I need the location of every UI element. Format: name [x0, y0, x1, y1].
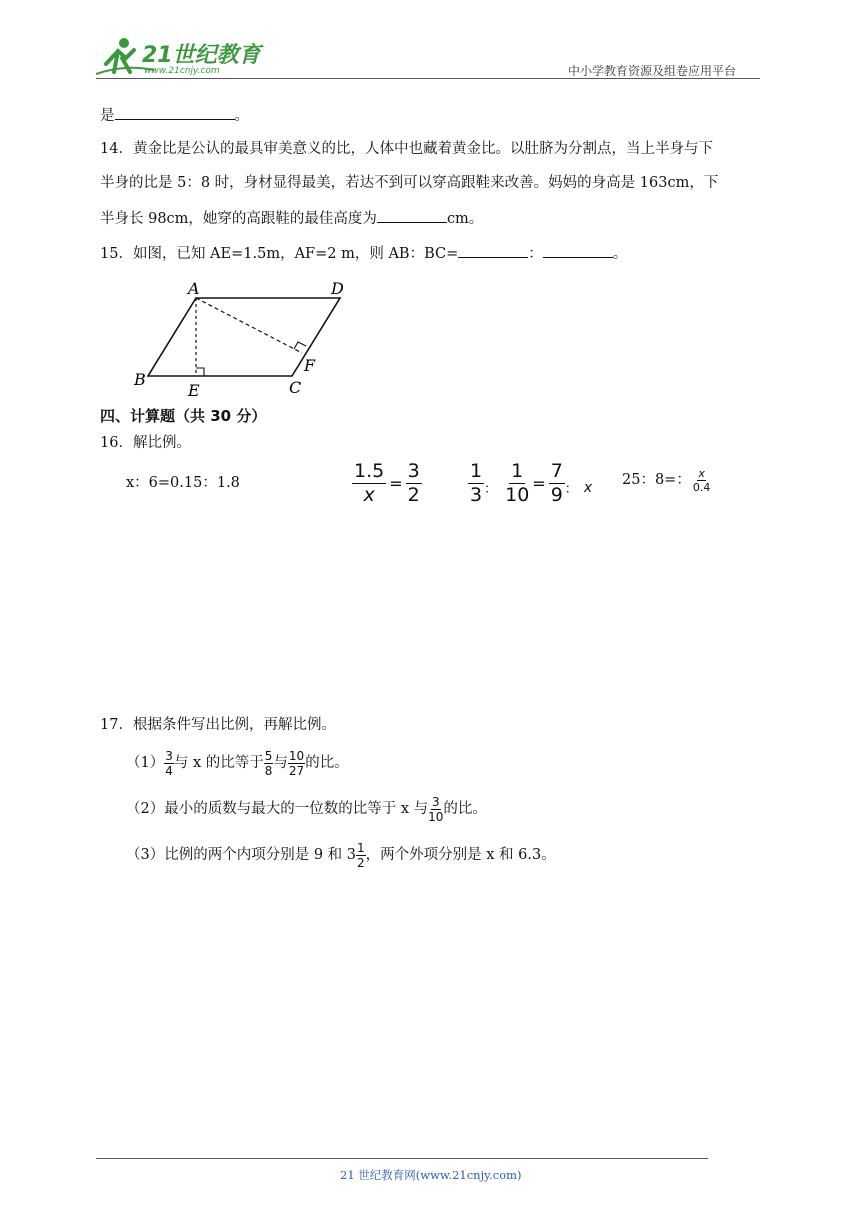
q16-eq1: x：6=0.15：1.8 — [126, 475, 240, 491]
q14-line3-prefix: 半身长 98cm，她穿的高跟鞋的最佳高度为 — [100, 211, 377, 227]
label-A: A — [188, 279, 200, 298]
numerator: 10 — [288, 749, 305, 763]
numerator: x — [698, 467, 705, 480]
part-text: 的比。 — [443, 801, 487, 818]
q13-suffix: 。 — [234, 108, 249, 124]
fraction — [356, 842, 366, 869]
q15-text — [100, 245, 627, 262]
numerator: 7 — [550, 460, 563, 482]
denominator: x — [363, 484, 375, 506]
label-B: B — [134, 370, 146, 389]
footer-rule — [96, 1158, 708, 1159]
logo — [94, 34, 264, 82]
q15-prefix: 15．如图，已知 AE=1.5m，AF=2 m，则 AB：BC= — [100, 246, 459, 262]
logo-subtext: www.21cnjy.com — [144, 66, 220, 76]
part-text: 与 — [273, 755, 288, 772]
q13-tail — [100, 107, 249, 124]
denominator: 9 — [550, 484, 563, 506]
answer-blank[interactable] — [543, 245, 613, 258]
part-label: （2） — [126, 801, 165, 818]
q16-eq2 — [352, 462, 422, 505]
numerator: 3 — [407, 460, 420, 482]
q17-part2 — [126, 796, 487, 823]
part-text: 与 x 的比等于 — [173, 755, 264, 772]
part-label: （1） — [126, 755, 165, 772]
label-E: E — [188, 381, 200, 400]
denominator: 10 — [505, 484, 530, 506]
equals-sign: = — [532, 474, 546, 493]
numerator: 3 — [431, 795, 440, 809]
denominator: 8 — [264, 764, 273, 778]
part-label: （3） — [126, 847, 165, 864]
part-text: 的比。 — [305, 755, 349, 772]
equals-sign: = — [389, 474, 403, 493]
numerator: 1 — [470, 460, 483, 482]
denominator: 10 — [428, 810, 444, 824]
q15-suffix: 。 — [612, 246, 628, 262]
denominator: 0.4 — [692, 481, 711, 494]
fraction — [693, 468, 711, 493]
fraction — [164, 750, 174, 777]
header-rule — [96, 78, 760, 79]
q17-part3 — [126, 842, 556, 869]
q17-part1 — [126, 750, 349, 777]
answer-blank[interactable] — [458, 245, 528, 258]
fraction — [406, 462, 422, 505]
q16-eq3 — [468, 462, 592, 505]
part-text: ，两个外项分别是 x 和 6.3。 — [365, 847, 556, 864]
q13-prefix: 是 — [100, 108, 115, 124]
height-AF — [196, 298, 302, 353]
part-text: 最小的质数与最大的一位数的比等于 x 与 — [164, 801, 429, 818]
fraction — [288, 750, 305, 777]
denominator: 27 — [288, 764, 305, 778]
q15-colon: ： — [528, 246, 543, 262]
fraction — [505, 462, 529, 505]
ratio-colon: ： — [564, 482, 578, 497]
part-text: 比例的两个内项分别是 9 和 3 — [164, 847, 357, 864]
q14-line3 — [100, 210, 483, 227]
right-angle-F — [294, 342, 306, 349]
section-title: 四、计算题（共 30 分） — [100, 407, 267, 425]
logo-text: 21世纪教育 — [142, 43, 261, 68]
numerator: 1 — [357, 841, 365, 855]
footer-text[interactable]: 21 世纪教育网(www.21cnjy.com) — [340, 1168, 522, 1182]
right-angle-E — [196, 368, 204, 376]
eq4-prefix: 25：8=： — [622, 472, 691, 489]
parallelogram-figure — [128, 276, 358, 400]
label-D: D — [331, 279, 344, 298]
q14-line1: 14．黄金比是公认的最具审美意义的比，人体中也藏着黄金比。以肚脐为分割点，当上半身与下 — [100, 141, 713, 157]
fraction — [352, 462, 386, 505]
label-F: F — [304, 356, 316, 375]
denominator: 4 — [165, 764, 173, 778]
q16-title: 16．解比例。 — [100, 435, 191, 451]
ratio-colon: ： — [484, 482, 498, 497]
q16-eq4 — [622, 468, 710, 493]
header-platform-text: 中小学教育资源及组卷应用平台 — [568, 64, 737, 78]
fraction — [428, 796, 443, 823]
q14-line2: 半身的比是 5：8 时，身材显得最美，若达不到可以穿高跟鞋来改善。妈妈的身高是 163cm，下 — [100, 175, 719, 191]
numerator: 1.5 — [354, 460, 385, 482]
answer-blank[interactable] — [115, 107, 235, 120]
numerator: 3 — [165, 749, 173, 763]
q14-line3-suffix: cm。 — [446, 211, 484, 227]
denominator: 2 — [407, 484, 420, 506]
numerator: 1 — [511, 460, 524, 482]
numerator: 5 — [264, 749, 273, 763]
denominator: 2 — [357, 856, 365, 870]
variable-x: x — [583, 479, 593, 496]
fraction — [264, 750, 274, 777]
denominator: 3 — [470, 484, 483, 506]
q17-title: 17．根据条件写出比例，再解比例。 — [100, 717, 336, 733]
fraction — [468, 462, 484, 505]
label-C: C — [289, 378, 302, 397]
fraction — [549, 462, 565, 505]
answer-blank[interactable] — [377, 210, 447, 223]
